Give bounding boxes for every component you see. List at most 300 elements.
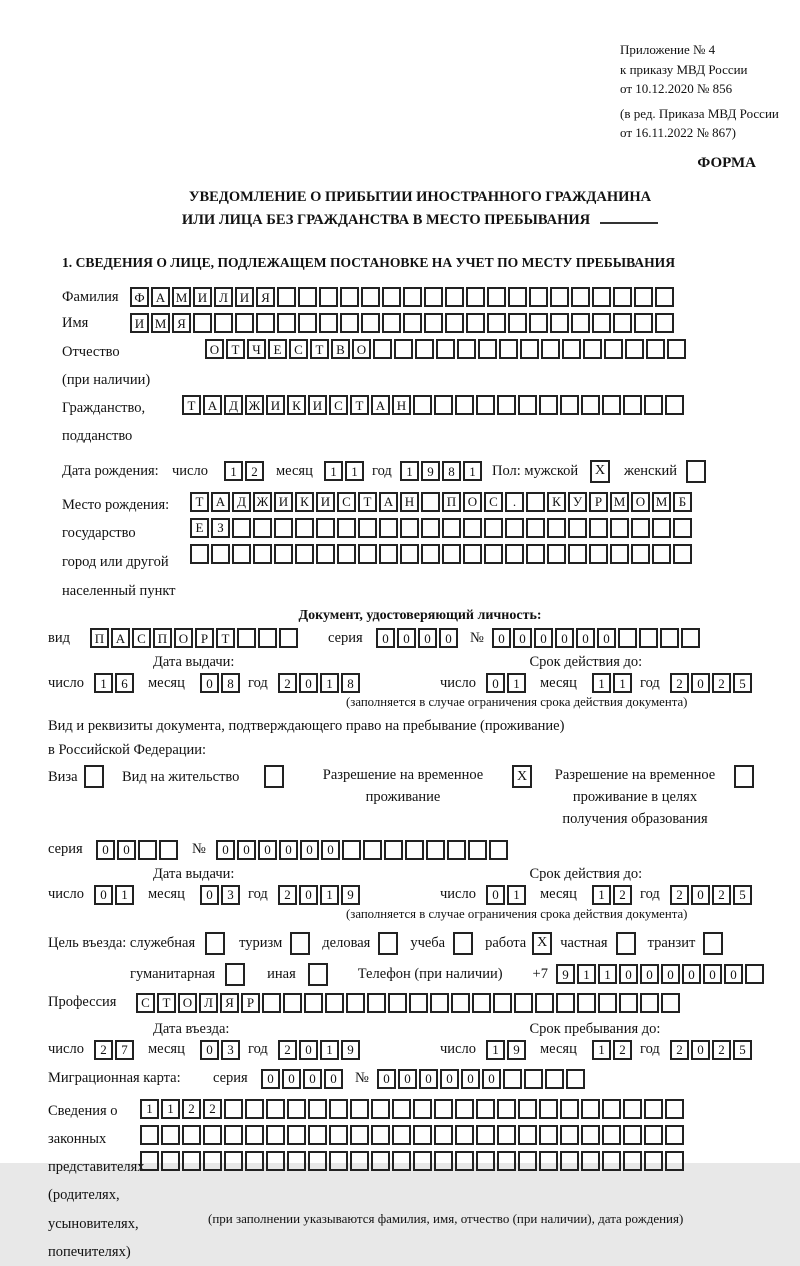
- form-cell[interactable]: А: [379, 492, 398, 512]
- form-cell[interactable]: 2: [712, 1040, 731, 1060]
- form-cell[interactable]: [484, 518, 503, 538]
- form-cell[interactable]: 0: [258, 840, 277, 860]
- form-cell[interactable]: [295, 518, 314, 538]
- form-cell[interactable]: [613, 287, 632, 307]
- form-cell[interactable]: [539, 1125, 558, 1145]
- form-cell[interactable]: Р: [589, 492, 608, 512]
- form-cell[interactable]: [277, 313, 296, 333]
- form-cell[interactable]: [400, 544, 419, 564]
- form-cell[interactable]: [478, 339, 497, 359]
- profession-cells[interactable]: [136, 993, 682, 1013]
- form-cell[interactable]: [266, 1099, 285, 1119]
- form-cell[interactable]: О: [205, 339, 224, 359]
- purpose-transit-checkbox[interactable]: [703, 932, 723, 955]
- form-cell[interactable]: [400, 518, 419, 538]
- form-cell[interactable]: 0: [703, 964, 722, 984]
- form-cell[interactable]: [253, 518, 272, 538]
- form-cell[interactable]: [340, 287, 359, 307]
- form-cell[interactable]: [476, 395, 495, 415]
- form-cell[interactable]: [476, 1099, 495, 1119]
- form-cell[interactable]: [589, 518, 608, 538]
- form-cell[interactable]: [623, 395, 642, 415]
- form-cell[interactable]: [329, 1151, 348, 1171]
- stay-year-cells[interactable]: [670, 1040, 754, 1060]
- form-cell[interactable]: [442, 544, 461, 564]
- form-cell[interactable]: [455, 1125, 474, 1145]
- form-cell[interactable]: 9: [556, 964, 575, 984]
- form-cell[interactable]: 1: [320, 885, 339, 905]
- form-cell[interactable]: 0: [397, 628, 416, 648]
- form-cell[interactable]: 3: [221, 885, 240, 905]
- form-cell[interactable]: [518, 395, 537, 415]
- form-cell[interactable]: [520, 339, 539, 359]
- form-cell[interactable]: [476, 1151, 495, 1171]
- birthplace-cells-row2[interactable]: [190, 518, 694, 538]
- form-cell[interactable]: [274, 544, 293, 564]
- form-cell[interactable]: 8: [341, 673, 360, 693]
- form-cell[interactable]: [182, 1125, 201, 1145]
- form-cell[interactable]: 1: [320, 1040, 339, 1060]
- form-cell[interactable]: [340, 313, 359, 333]
- form-cell[interactable]: [256, 313, 275, 333]
- form-cell[interactable]: 0: [691, 673, 710, 693]
- form-cell[interactable]: П: [442, 492, 461, 512]
- form-cell[interactable]: [367, 993, 386, 1013]
- form-cell[interactable]: [361, 313, 380, 333]
- form-cell[interactable]: [445, 287, 464, 307]
- form-cell[interactable]: [634, 313, 653, 333]
- form-cell[interactable]: А: [203, 395, 222, 415]
- form-cell[interactable]: [610, 518, 629, 538]
- form-cell[interactable]: 2: [203, 1099, 222, 1119]
- form-cell[interactable]: [655, 313, 674, 333]
- form-cell[interactable]: [560, 1151, 579, 1171]
- form-cell[interactable]: [526, 518, 545, 538]
- form-cell[interactable]: У: [568, 492, 587, 512]
- form-cell[interactable]: Т: [216, 628, 235, 648]
- form-cell[interactable]: [623, 1151, 642, 1171]
- form-cell[interactable]: [413, 1099, 432, 1119]
- edu-permit-checkbox[interactable]: [734, 765, 754, 788]
- form-cell[interactable]: [445, 313, 464, 333]
- form-cell[interactable]: 1: [224, 461, 243, 481]
- form-cell[interactable]: 2: [278, 673, 297, 693]
- form-cell[interactable]: 2: [613, 885, 632, 905]
- form-cell[interactable]: 1: [507, 885, 526, 905]
- form-cell[interactable]: [455, 1151, 474, 1171]
- form-cell[interactable]: 2: [670, 885, 689, 905]
- form-cell[interactable]: Р: [241, 993, 260, 1013]
- form-cell[interactable]: [610, 544, 629, 564]
- form-cell[interactable]: [379, 518, 398, 538]
- form-cell[interactable]: М: [151, 313, 170, 333]
- form-cell[interactable]: [602, 1151, 621, 1171]
- form-cell[interactable]: [350, 1099, 369, 1119]
- form-cell[interactable]: С: [484, 492, 503, 512]
- form-cell[interactable]: [392, 1151, 411, 1171]
- form-cell[interactable]: [514, 993, 533, 1013]
- form-cell[interactable]: Т: [310, 339, 329, 359]
- form-cell[interactable]: 2: [94, 1040, 113, 1060]
- form-cell[interactable]: 2: [245, 461, 264, 481]
- form-cell[interactable]: 0: [376, 628, 395, 648]
- form-cell[interactable]: [581, 1099, 600, 1119]
- form-cell[interactable]: [258, 628, 277, 648]
- form-cell[interactable]: [541, 339, 560, 359]
- form-cell[interactable]: Т: [358, 492, 377, 512]
- form-cell[interactable]: 9: [507, 1040, 526, 1060]
- surname-cells[interactable]: [130, 287, 676, 307]
- form-cell[interactable]: [350, 1125, 369, 1145]
- form-cell[interactable]: [298, 313, 317, 333]
- form-cell[interactable]: [245, 1151, 264, 1171]
- form-cell[interactable]: [405, 840, 424, 860]
- form-cell[interactable]: [224, 1151, 243, 1171]
- mig-series-cells[interactable]: [261, 1069, 345, 1089]
- form-cell[interactable]: [140, 1125, 159, 1145]
- form-cell[interactable]: [224, 1099, 243, 1119]
- form-cell[interactable]: [487, 287, 506, 307]
- form-cell[interactable]: Р: [195, 628, 214, 648]
- form-cell[interactable]: 0: [534, 628, 553, 648]
- form-cell[interactable]: 0: [486, 885, 505, 905]
- form-cell[interactable]: С: [132, 628, 151, 648]
- form-cell[interactable]: [266, 1151, 285, 1171]
- form-cell[interactable]: [661, 993, 680, 1013]
- res-number-cells[interactable]: [216, 840, 510, 860]
- form-cell[interactable]: [430, 993, 449, 1013]
- form-cell[interactable]: 0: [261, 1069, 280, 1089]
- form-cell[interactable]: [524, 1069, 543, 1089]
- form-cell[interactable]: [308, 1099, 327, 1119]
- form-cell[interactable]: [434, 1151, 453, 1171]
- form-cell[interactable]: [421, 544, 440, 564]
- form-cell[interactable]: [388, 993, 407, 1013]
- form-cell[interactable]: 2: [712, 885, 731, 905]
- form-cell[interactable]: 0: [94, 885, 113, 905]
- form-cell[interactable]: 1: [592, 1040, 611, 1060]
- form-cell[interactable]: [639, 628, 658, 648]
- form-cell[interactable]: [371, 1125, 390, 1145]
- form-cell[interactable]: [526, 492, 545, 512]
- form-cell[interactable]: 1: [577, 964, 596, 984]
- form-cell[interactable]: 0: [117, 840, 136, 860]
- form-cell[interactable]: [224, 1125, 243, 1145]
- form-cell[interactable]: Ф: [130, 287, 149, 307]
- form-cell[interactable]: 9: [341, 885, 360, 905]
- form-cell[interactable]: [421, 492, 440, 512]
- form-cell[interactable]: 1: [115, 885, 134, 905]
- birthplace-cells-row1[interactable]: [190, 492, 694, 512]
- form-cell[interactable]: К: [287, 395, 306, 415]
- form-cell[interactable]: [363, 840, 382, 860]
- form-cell[interactable]: Т: [226, 339, 245, 359]
- form-cell[interactable]: [550, 313, 569, 333]
- form-cell[interactable]: [526, 544, 545, 564]
- mig-number-cells[interactable]: [377, 1069, 587, 1089]
- form-cell[interactable]: О: [352, 339, 371, 359]
- form-cell[interactable]: А: [211, 492, 230, 512]
- form-cell[interactable]: [562, 339, 581, 359]
- form-cell[interactable]: [681, 628, 700, 648]
- form-cell[interactable]: [484, 544, 503, 564]
- form-cell[interactable]: 0: [640, 964, 659, 984]
- entry-month-cells[interactable]: [200, 1040, 242, 1060]
- form-cell[interactable]: [646, 339, 665, 359]
- form-cell[interactable]: 0: [216, 840, 235, 860]
- form-cell[interactable]: 0: [96, 840, 115, 860]
- form-cell[interactable]: [358, 518, 377, 538]
- form-cell[interactable]: [190, 544, 209, 564]
- form-cell[interactable]: Б: [673, 492, 692, 512]
- form-cell[interactable]: 0: [200, 1040, 219, 1060]
- representatives-cells-row1[interactable]: [140, 1099, 686, 1119]
- form-cell[interactable]: О: [174, 628, 193, 648]
- form-cell[interactable]: [602, 1125, 621, 1145]
- form-cell[interactable]: 1: [592, 673, 611, 693]
- form-cell[interactable]: [489, 840, 508, 860]
- form-cell[interactable]: 0: [597, 628, 616, 648]
- form-cell[interactable]: [287, 1099, 306, 1119]
- form-cell[interactable]: И: [274, 492, 293, 512]
- form-cell[interactable]: [277, 287, 296, 307]
- form-cell[interactable]: 5: [733, 885, 752, 905]
- form-cell[interactable]: С: [329, 395, 348, 415]
- form-cell[interactable]: 0: [324, 1069, 343, 1089]
- form-cell[interactable]: К: [547, 492, 566, 512]
- form-cell[interactable]: [613, 313, 632, 333]
- form-cell[interactable]: О: [463, 492, 482, 512]
- form-cell[interactable]: 0: [299, 673, 318, 693]
- form-cell[interactable]: [497, 1125, 516, 1145]
- representatives-cells-row2[interactable]: [140, 1125, 686, 1145]
- form-cell[interactable]: [304, 993, 323, 1013]
- form-cell[interactable]: 1: [486, 1040, 505, 1060]
- form-cell[interactable]: [644, 395, 663, 415]
- form-cell[interactable]: 9: [421, 461, 440, 481]
- form-cell[interactable]: 2: [712, 673, 731, 693]
- form-cell[interactable]: 0: [661, 964, 680, 984]
- res-issue-day-cells[interactable]: [94, 885, 136, 905]
- form-cell[interactable]: [316, 544, 335, 564]
- form-cell[interactable]: [568, 518, 587, 538]
- form-cell[interactable]: [426, 840, 445, 860]
- form-cell[interactable]: [466, 287, 485, 307]
- form-cell[interactable]: [337, 518, 356, 538]
- form-cell[interactable]: 0: [724, 964, 743, 984]
- form-cell[interactable]: [499, 339, 518, 359]
- form-cell[interactable]: П: [153, 628, 172, 648]
- form-cell[interactable]: 1: [400, 461, 419, 481]
- form-cell[interactable]: 0: [419, 1069, 438, 1089]
- res-valid-day-cells[interactable]: [486, 885, 528, 905]
- form-cell[interactable]: 0: [418, 628, 437, 648]
- form-cell[interactable]: 0: [282, 1069, 301, 1089]
- form-cell[interactable]: [560, 395, 579, 415]
- form-cell[interactable]: [466, 313, 485, 333]
- form-cell[interactable]: [403, 313, 422, 333]
- form-cell[interactable]: [655, 287, 674, 307]
- form-cell[interactable]: [316, 518, 335, 538]
- form-cell[interactable]: [503, 1069, 522, 1089]
- purpose-study-checkbox[interactable]: [453, 932, 473, 955]
- form-cell[interactable]: [287, 1125, 306, 1145]
- form-cell[interactable]: [497, 1151, 516, 1171]
- form-cell[interactable]: [640, 993, 659, 1013]
- form-cell[interactable]: [463, 518, 482, 538]
- form-cell[interactable]: [619, 993, 638, 1013]
- form-cell[interactable]: [253, 544, 272, 564]
- res-issue-year-cells[interactable]: [278, 885, 362, 905]
- form-cell[interactable]: [644, 1125, 663, 1145]
- form-cell[interactable]: А: [111, 628, 130, 648]
- form-cell[interactable]: 5: [733, 673, 752, 693]
- form-cell[interactable]: [598, 993, 617, 1013]
- form-cell[interactable]: [442, 518, 461, 538]
- form-cell[interactable]: [476, 1125, 495, 1145]
- form-cell[interactable]: 0: [300, 840, 319, 860]
- form-cell[interactable]: 0: [377, 1069, 396, 1089]
- form-cell[interactable]: [665, 1151, 684, 1171]
- form-cell[interactable]: [623, 1125, 642, 1145]
- form-cell[interactable]: Т: [350, 395, 369, 415]
- form-cell[interactable]: 0: [200, 885, 219, 905]
- form-cell[interactable]: [571, 287, 590, 307]
- res-issue-month-cells[interactable]: [200, 885, 242, 905]
- form-cell[interactable]: [455, 1099, 474, 1119]
- form-cell[interactable]: [436, 339, 455, 359]
- form-cell[interactable]: [539, 1151, 558, 1171]
- temp-permit-checkbox[interactable]: X: [512, 765, 532, 788]
- form-cell[interactable]: Д: [232, 492, 251, 512]
- form-cell[interactable]: О: [178, 993, 197, 1013]
- form-cell[interactable]: 3: [221, 1040, 240, 1060]
- form-cell[interactable]: С: [136, 993, 155, 1013]
- form-cell[interactable]: 0: [237, 840, 256, 860]
- form-cell[interactable]: [577, 993, 596, 1013]
- form-cell[interactable]: [545, 1069, 564, 1089]
- form-cell[interactable]: [361, 287, 380, 307]
- patronymic-cells[interactable]: [205, 339, 688, 359]
- form-cell[interactable]: З: [211, 518, 230, 538]
- form-cell[interactable]: И: [193, 287, 212, 307]
- form-cell[interactable]: 0: [576, 628, 595, 648]
- form-cell[interactable]: [508, 313, 527, 333]
- form-cell[interactable]: [298, 287, 317, 307]
- form-cell[interactable]: 0: [299, 885, 318, 905]
- form-cell[interactable]: [409, 993, 428, 1013]
- form-cell[interactable]: Я: [172, 313, 191, 333]
- form-cell[interactable]: [211, 544, 230, 564]
- form-cell[interactable]: 1: [592, 885, 611, 905]
- phone-cells[interactable]: [556, 964, 766, 984]
- form-cell[interactable]: 6: [115, 673, 134, 693]
- form-cell[interactable]: [604, 339, 623, 359]
- form-cell[interactable]: [518, 1125, 537, 1145]
- form-cell[interactable]: [193, 313, 212, 333]
- residence-permit-checkbox[interactable]: [264, 765, 284, 788]
- form-cell[interactable]: 2: [613, 1040, 632, 1060]
- form-cell[interactable]: О: [631, 492, 650, 512]
- form-cell[interactable]: [631, 518, 650, 538]
- form-cell[interactable]: [283, 993, 302, 1013]
- form-cell[interactable]: [329, 1125, 348, 1145]
- form-cell[interactable]: [382, 287, 401, 307]
- form-cell[interactable]: [457, 339, 476, 359]
- form-cell[interactable]: Ч: [247, 339, 266, 359]
- doc-issue-month-cells[interactable]: [200, 673, 242, 693]
- form-cell[interactable]: [161, 1125, 180, 1145]
- form-cell[interactable]: [556, 993, 575, 1013]
- form-cell[interactable]: [745, 964, 764, 984]
- form-cell[interactable]: [274, 518, 293, 538]
- form-cell[interactable]: [371, 1099, 390, 1119]
- form-cell[interactable]: 2: [670, 1040, 689, 1060]
- form-cell[interactable]: [472, 993, 491, 1013]
- form-cell[interactable]: 0: [482, 1069, 501, 1089]
- form-cell[interactable]: 5: [733, 1040, 752, 1060]
- form-cell[interactable]: [644, 1151, 663, 1171]
- purpose-official-checkbox[interactable]: [205, 932, 225, 955]
- form-cell[interactable]: [518, 1151, 537, 1171]
- form-cell[interactable]: 0: [303, 1069, 322, 1089]
- form-cell[interactable]: 1: [94, 673, 113, 693]
- form-cell[interactable]: Л: [199, 993, 218, 1013]
- form-cell[interactable]: .: [505, 492, 524, 512]
- form-cell[interactable]: 8: [221, 673, 240, 693]
- res-valid-month-cells[interactable]: [592, 885, 634, 905]
- form-cell[interactable]: [592, 287, 611, 307]
- form-cell[interactable]: [319, 313, 338, 333]
- form-cell[interactable]: 0: [513, 628, 532, 648]
- form-cell[interactable]: [665, 1099, 684, 1119]
- form-cell[interactable]: М: [610, 492, 629, 512]
- purpose-private-checkbox[interactable]: [616, 932, 636, 955]
- form-cell[interactable]: [634, 287, 653, 307]
- form-cell[interactable]: [455, 395, 474, 415]
- form-cell[interactable]: 1: [345, 461, 364, 481]
- form-cell[interactable]: 8: [442, 461, 461, 481]
- form-cell[interactable]: 9: [341, 1040, 360, 1060]
- form-cell[interactable]: [487, 313, 506, 333]
- form-cell[interactable]: [434, 1099, 453, 1119]
- doc-type-cells[interactable]: [90, 628, 300, 648]
- form-cell[interactable]: [382, 313, 401, 333]
- form-cell[interactable]: [581, 395, 600, 415]
- form-cell[interactable]: [182, 1151, 201, 1171]
- sex-male-checkbox[interactable]: X: [590, 460, 610, 483]
- form-cell[interactable]: [287, 1151, 306, 1171]
- form-cell[interactable]: [468, 840, 487, 860]
- form-cell[interactable]: [618, 628, 637, 648]
- form-cell[interactable]: 2: [670, 673, 689, 693]
- form-cell[interactable]: [319, 287, 338, 307]
- doc-valid-month-cells[interactable]: [592, 673, 634, 693]
- form-cell[interactable]: [295, 544, 314, 564]
- purpose-tourism-checkbox[interactable]: [290, 932, 310, 955]
- birth-month-cells[interactable]: [324, 461, 366, 481]
- doc-series-cells[interactable]: [376, 628, 460, 648]
- form-cell[interactable]: Я: [220, 993, 239, 1013]
- birthplace-cells-row3[interactable]: [190, 544, 694, 564]
- form-cell[interactable]: [592, 313, 611, 333]
- form-cell[interactable]: А: [371, 395, 390, 415]
- form-cell[interactable]: [424, 287, 443, 307]
- form-cell[interactable]: [232, 518, 251, 538]
- form-cell[interactable]: [138, 840, 157, 860]
- form-cell[interactable]: Т: [182, 395, 201, 415]
- representatives-cells-row3[interactable]: [140, 1151, 686, 1171]
